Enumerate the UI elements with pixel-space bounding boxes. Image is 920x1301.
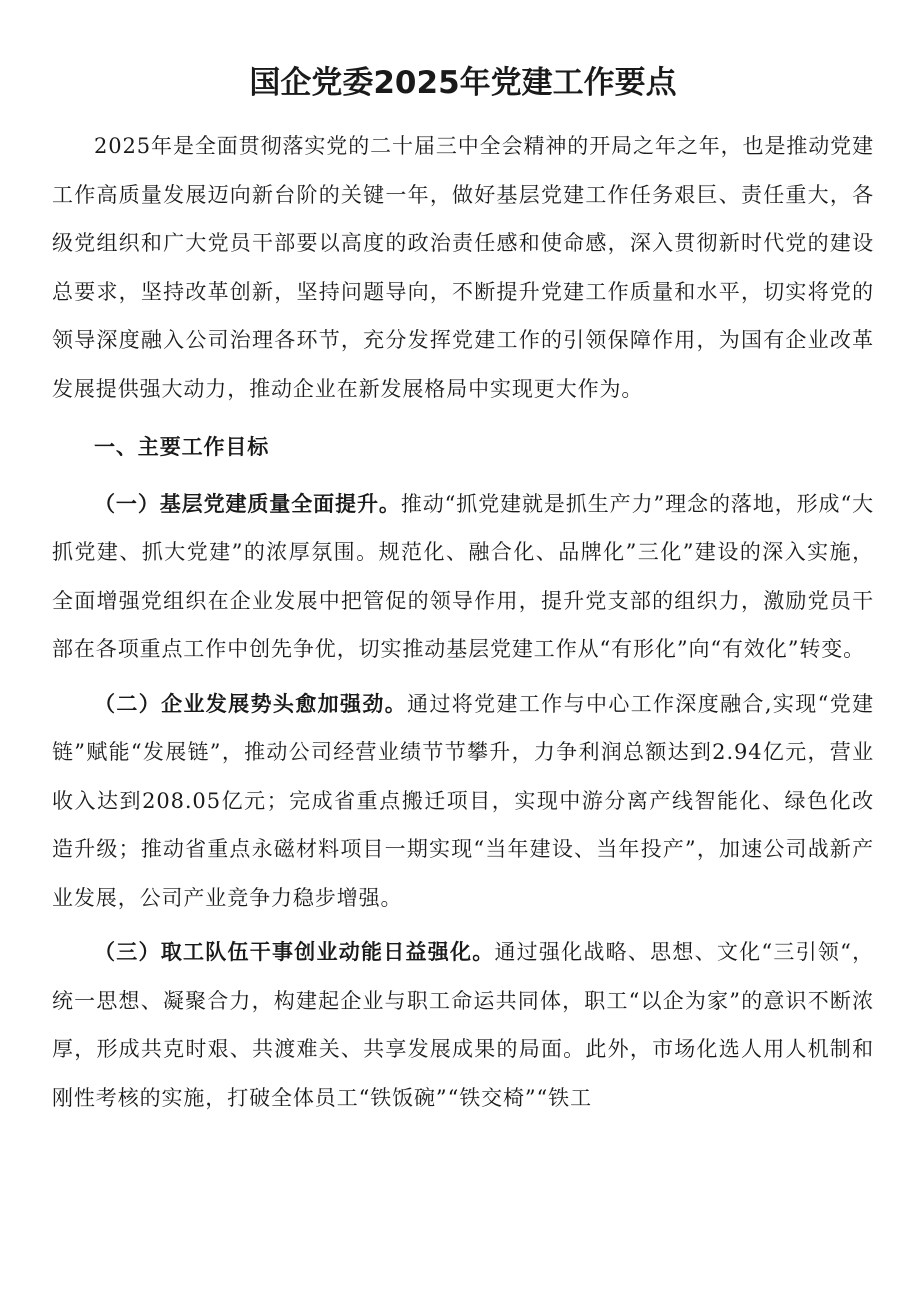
goal-item-1 (52, 480, 874, 674)
goal-item-3 (52, 928, 874, 1122)
goal-item-2 (52, 680, 874, 923)
spacer (52, 413, 874, 419)
intro-paragraph: 2025年是全面贯彻落实党的二十届三中全会精神的开局之年之年，也是推动党建工作高质量发展迈向新台阶的关键一年，做好基层党建工作任务艰巨、责任重大，各级党组织和广大党员干部要以高度的政治责任感和使命感，深入贯彻新时代党的建设总要求，坚持改革创新，坚持问题导向，不断提升党建工作质量和水平，切实将党的领导深度融入公司治理各环节，充分发挥党建工作的引领保障作用，为国有企业改革发展提供强大动力，推动企业在新发展格局中实现更大作为。 (52, 134, 874, 401)
section-heading-main-goals: 一、主要工作目标 (94, 434, 270, 459)
document-title: 国企党委2025年党建工作要点 (249, 65, 677, 101)
goal-item-1-body: 推动“抓党建就是抓生产力”理念的落地，形成“大抓党建、抓大党建”的浓厚氛围。规范化、融合化、品牌化”三化”建设的深入实施，全面增强党组织在企业发展中把管促的领导作用，提升党支部的组织力，激励党员干部在各项重点工作中创先争优，切实推动基层党建工作从“有形化”向“有效化”转变。 (52, 491, 874, 661)
goal-item-3-body: 通过强化战略、思想、文化“三引领“，统一思想、凝聚合力，构建起企业与职工命运共同体，职工“以企为家”的意识不断浓厚，形成共克时艰、共渡难关、共享发展成果的局面。此外，市场化选人用人机制和刚性考核的实施，打破全体员工“铁饭碗”“铁交椅”“铁工 (52, 940, 874, 1110)
goal-item-1-lead: （一）基层党建质量全面提升。 (94, 490, 401, 516)
goal-item-2-body: 通过将党建工作与中心工作深度融合,实现“党建链”赋能“发展链”，推动公司经营业绩节节攀升，力争利润总额达到2.94亿元，营业收入达到208.05亿元；完成省重点搬迁项目，实现中游分离产线智能化、绿色化改造升级；推动省重点永磁材料项目一期实现“当年建设、当年投产”，加速公司战新产业发展，公司产业竞争力稳步增强。 (52, 691, 874, 910)
goal-item-3-lead: （三）取工队伍干事创业动能日益强化。 (94, 939, 495, 964)
goal-item-2-lead: （二）企业发展势头愈加强劲。 (94, 690, 408, 716)
